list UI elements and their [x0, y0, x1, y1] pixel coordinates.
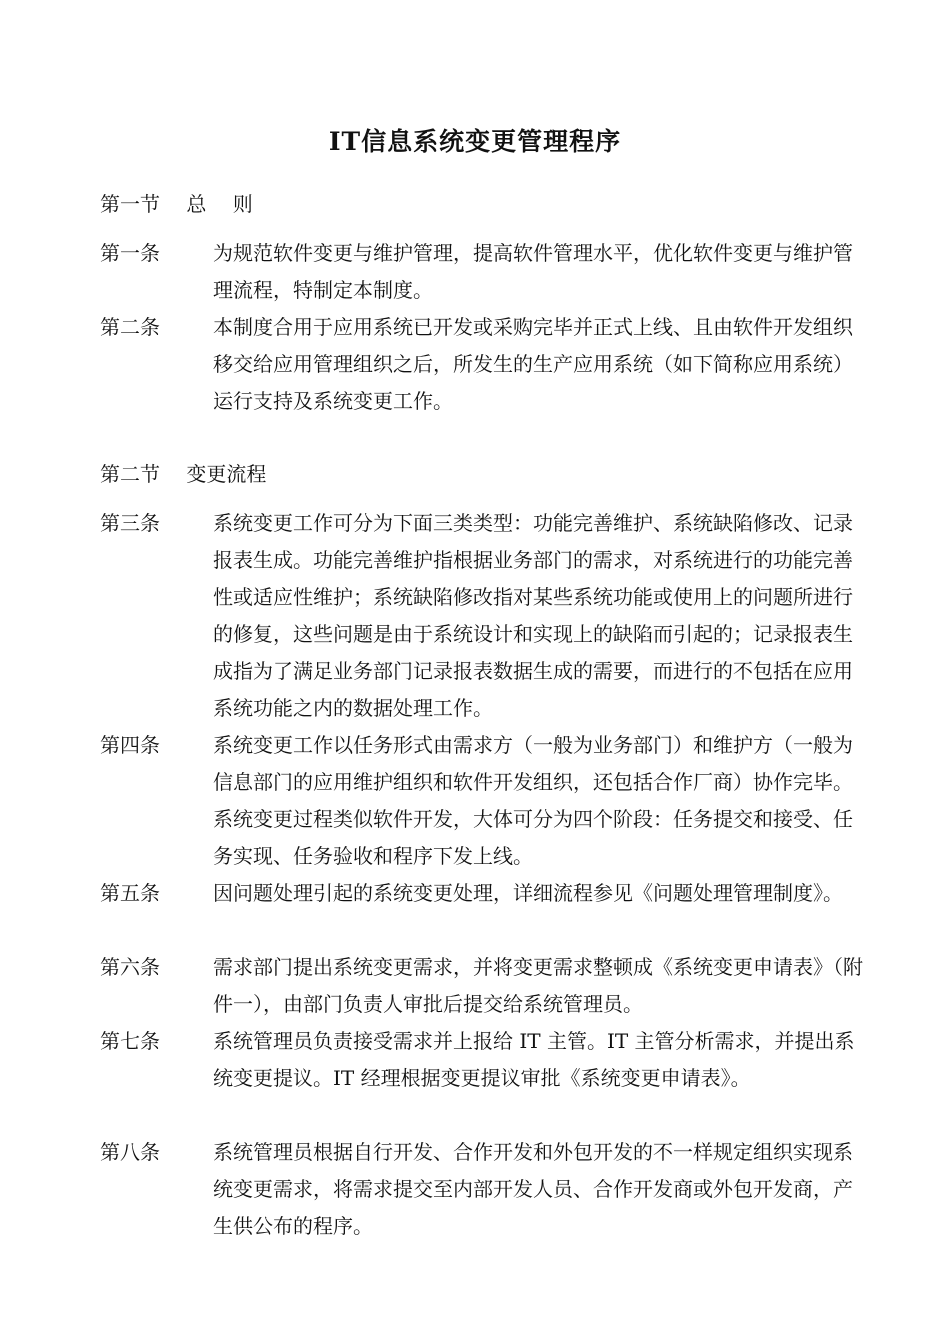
- article-text: 为规范软件变更与维护管理，提高软件管理水平，优化软件变更与维护管理流程，特制定本制度。: [213, 241, 853, 302]
- article-label: 第八条: [100, 1140, 160, 1164]
- article-4: [100, 727, 870, 875]
- article-text: 需求部门提出系统变更需求，并将变更需求整顿成《系统变更申请表》（附件一），由部门负责人审批后提交给系统管理员。: [213, 955, 863, 1016]
- article-8: [100, 1134, 870, 1245]
- article-label: 第二条: [100, 315, 160, 339]
- article-7: [100, 1023, 870, 1097]
- article-1: [100, 235, 870, 309]
- section-heading-change-process: 第二节 变更流程: [100, 462, 267, 486]
- article-text: 本制度合用于应用系统已开发或采购完毕并正式上线、且由软件开发组织移交给应用管理组织之后，所发生的生产应用系统（如下简称应用系统）运行支持及系统变更工作。: [213, 315, 853, 413]
- article-text: 因问题处理引起的系统变更处理，详细流程参见《问题处理管理制度》。: [213, 881, 843, 905]
- article-label: 第一条: [100, 241, 160, 265]
- article-label: 第七条: [100, 1029, 160, 1053]
- article-text: 系统变更工作以任务形式由需求方（一般为业务部门）和维护方（一般为信息部门的应用维护组织和软件开发组织，还包括合作厂商）协作完毕。系统变更过程类似软件开发，大体可分为四个阶段：任务提交和接受、任务实现、任务验收和程序下发上线。: [213, 733, 853, 868]
- article-2: [100, 309, 870, 420]
- article-text: 系统管理员负责接受需求并上报给 IT 主管。IT 主管分析需求，并提出系统变更提议。IT 经理根据变更提议审批《系统变更申请表》。: [213, 1029, 855, 1090]
- article-text: 系统管理员根据自行开发、合作开发和外包开发的不一样规定组织实现系统变更需求，将需求提交至内部开发人员、合作开发商或外包开发商，产生供公布的程序。: [213, 1140, 853, 1238]
- article-label: 第四条: [100, 733, 160, 757]
- article-label: 第五条: [100, 881, 160, 905]
- article-text: 系统变更工作可分为下面三类类型：功能完善维护、系统缺陷修改、记录报表生成。功能完善维护指根据业务部门的需求，对系统进行的功能完善性或适应性维护；系统缺陷修改指对某些系统功能或使用上的问题所进行的修复，这些问题是由于系统设计和实现上的缺陷而引起的；记录报表生成指为了满足业务部门记录报表数据生成的需要，而进行的不包括在应用系统功能之内的数据处理工作。: [213, 511, 853, 720]
- article-3: [100, 505, 870, 727]
- article-label: 第三条: [100, 511, 160, 535]
- article-5: [100, 875, 870, 912]
- section-heading-general: 第一节 总 则: [100, 192, 253, 216]
- document-title: IT信息系统变更管理程序: [328, 127, 622, 156]
- article-6: [100, 949, 870, 1023]
- article-label: 第六条: [100, 955, 160, 979]
